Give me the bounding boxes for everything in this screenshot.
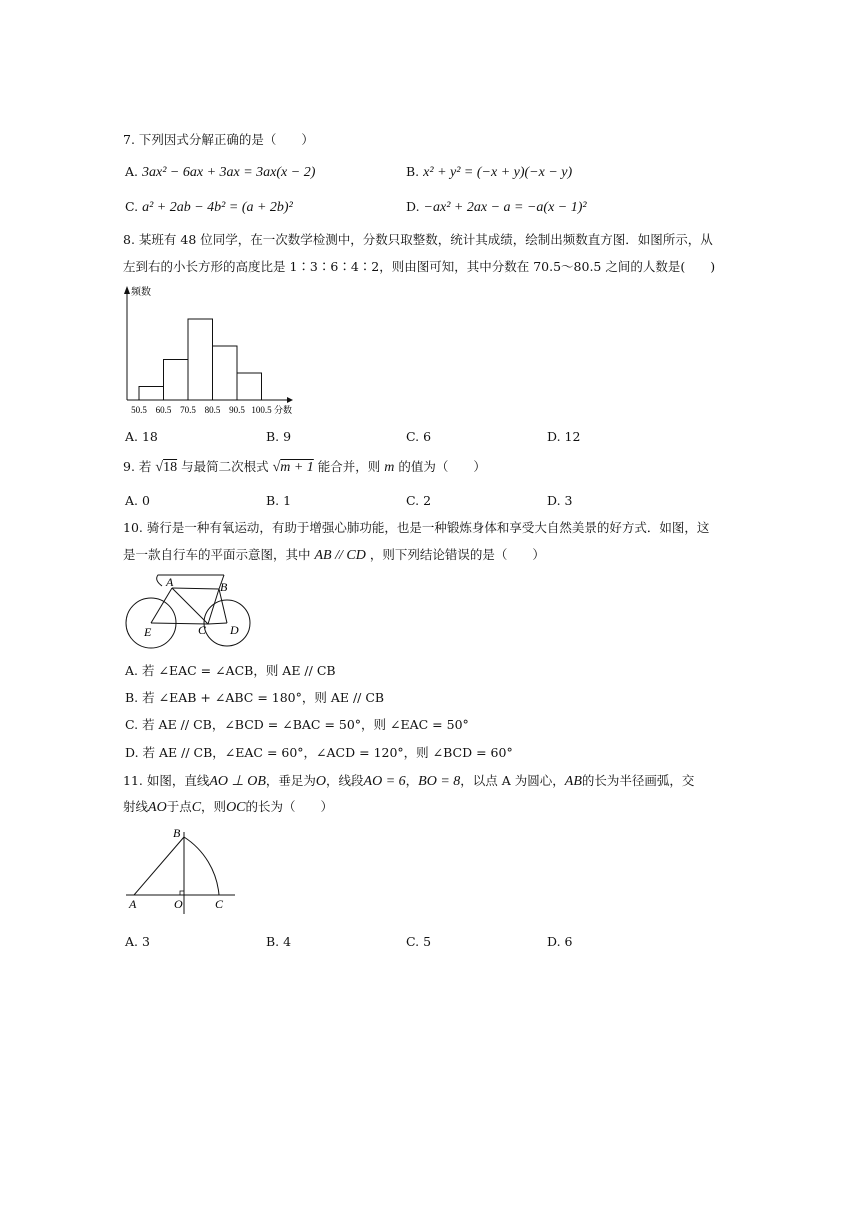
point-label-d: D bbox=[230, 623, 239, 637]
q11-text: 于点 bbox=[166, 799, 192, 814]
q11-text: ，则 bbox=[201, 799, 227, 814]
q10-option-c bbox=[125, 717, 469, 733]
segment-ac bbox=[172, 588, 208, 624]
option-text: 若 ∠EAB + ∠ABC = 180°，则 AE // CB bbox=[142, 690, 385, 705]
q9-option-b: B. 1 bbox=[266, 493, 292, 508]
q11-stem-line2 bbox=[123, 799, 333, 816]
point-label-a: A bbox=[129, 897, 137, 911]
point-label-b: B bbox=[173, 826, 181, 840]
option-label: C. bbox=[125, 199, 139, 214]
q9-option-c: C. 2 bbox=[406, 493, 432, 508]
q11-math: AO = 6 bbox=[363, 774, 406, 789]
q8-stem-line1: 8. 某班有 48 位同学，在一次数学检测中，分数只取整数，统计其成绩，绘制出频数直方图．如图所示，从 bbox=[123, 232, 713, 247]
point-label-o: O bbox=[174, 897, 183, 911]
q10-option-d bbox=[125, 745, 513, 761]
x-tick-label: 70.5 bbox=[180, 405, 196, 415]
histogram-bar-2 bbox=[164, 360, 189, 401]
q10-stem-line2 bbox=[123, 547, 545, 564]
segment-bc bbox=[208, 589, 219, 624]
q11-text: 的长为（ ） bbox=[245, 799, 334, 814]
q11-math: O bbox=[315, 774, 327, 789]
q11-text: ，垂足为 bbox=[265, 773, 316, 788]
x-tick-label: 50.5 bbox=[131, 405, 147, 415]
q9-stem-post: 能合并，则 bbox=[317, 459, 381, 474]
q11-text: 的长为半径画弧，交 bbox=[581, 773, 695, 788]
q11-math: AB bbox=[564, 774, 582, 789]
sqrt-radicand-2: m + 1 bbox=[280, 460, 314, 475]
option-text: −ax² + 2ax − a = −a(x − 1)² bbox=[423, 200, 587, 215]
y-axis-arrow-icon bbox=[124, 286, 130, 294]
q8-stem-line2: 左到右的小长方形的高度比是 1∶3∶6∶4∶2，则由图可知，其中分数在 70.5～80.5 之间的人数是( ) bbox=[123, 259, 716, 274]
q11-option-c: C. 5 bbox=[406, 934, 432, 949]
option-text: a² + 2ab − 4b² = (a + 2b)² bbox=[142, 200, 293, 215]
q11-option-a: A. 3 bbox=[125, 934, 150, 949]
sqrt-symbol: √ bbox=[155, 460, 164, 475]
point-label-a: A bbox=[166, 575, 174, 589]
option-label: A. bbox=[125, 663, 139, 678]
x-axis-label: 分数 bbox=[274, 405, 293, 415]
frequency-histogram bbox=[115, 282, 305, 422]
q7-option-a bbox=[125, 164, 315, 181]
point-label-e: E bbox=[144, 625, 152, 639]
option-text: 若 AE // CB，∠EAC = 60°，∠ACD = 120°，则 ∠BCD = 60° bbox=[142, 745, 513, 760]
q11-text: ， bbox=[405, 773, 419, 788]
arc-bc bbox=[184, 837, 219, 895]
option-text: 若 ∠EAC = ∠ACB，则 AE // CB bbox=[142, 663, 336, 678]
sqrt-radicand-1: 18 bbox=[163, 460, 178, 475]
q11-text: ，以点 A 为圆心， bbox=[460, 773, 565, 788]
q10-option-b bbox=[125, 690, 384, 706]
segment-cd bbox=[208, 623, 227, 624]
q7-option-b bbox=[406, 164, 572, 181]
q11-option-b: B. 4 bbox=[266, 934, 292, 949]
q7-option-c bbox=[125, 199, 293, 216]
q11-stem-line1 bbox=[123, 773, 694, 790]
x-tick-label: 90.5 bbox=[229, 405, 245, 415]
histogram-bar-4 bbox=[213, 346, 238, 400]
point-label-c: C bbox=[198, 623, 207, 637]
option-label: B. bbox=[125, 690, 139, 705]
point-label-c: C bbox=[215, 897, 224, 911]
q11-text: 射线 bbox=[123, 799, 149, 814]
x-tick-label: 80.5 bbox=[204, 405, 221, 415]
q11-text: 11. 如图，直线 bbox=[123, 773, 210, 788]
q11-math: C bbox=[191, 800, 202, 815]
q11-math: BO = 8 bbox=[418, 774, 461, 789]
bicycle-figure bbox=[120, 568, 260, 650]
q10-option-a bbox=[125, 663, 336, 679]
q8-option-c: C. 6 bbox=[406, 429, 432, 444]
fork bbox=[219, 589, 227, 623]
q7-stem: 7. 下列因式分解正确的是（ ） bbox=[123, 132, 314, 147]
option-label: D. bbox=[125, 745, 139, 760]
histogram-bar-1 bbox=[139, 387, 164, 401]
x-tick-label: 100.5 bbox=[251, 405, 272, 415]
q9-stem bbox=[123, 459, 486, 476]
point-label-b: B bbox=[220, 580, 228, 594]
option-text: 3ax² − 6ax + 3ax = 3ax(x − 2) bbox=[142, 165, 316, 180]
option-label: C. bbox=[125, 717, 139, 732]
q9-stem-pre: 9. 若 bbox=[123, 459, 152, 474]
q9-option-d: D. 3 bbox=[547, 493, 573, 508]
q8-option-d: D. 12 bbox=[547, 429, 581, 444]
q11-text: ，线段 bbox=[326, 773, 364, 788]
q10-stem-line2-math: AB // CD bbox=[314, 548, 366, 563]
q9-var: m bbox=[384, 460, 395, 475]
segment-ab bbox=[134, 837, 184, 895]
option-text: 若 AE // CB，∠BCD = ∠BAC = 50°，则 ∠EAC = 50° bbox=[142, 717, 469, 732]
q8-option-b: B. 9 bbox=[266, 429, 292, 444]
x-axis-arrow-icon bbox=[287, 397, 293, 403]
q10-stem-line1: 10. 骑行是一种有氧运动，有助于增强心肺功能，也是一种锻炼身体和享受大自然美景的好方式．如图，这 bbox=[123, 520, 710, 535]
segment-ab bbox=[172, 588, 219, 589]
geometry-figure bbox=[120, 822, 245, 914]
q8-option-a: A. 18 bbox=[125, 429, 158, 444]
q9-stem-mid: 与最简二次根式 bbox=[181, 459, 269, 474]
option-label: A. bbox=[125, 164, 139, 179]
histogram-bar-3 bbox=[188, 319, 213, 400]
q11-math: OC bbox=[226, 800, 246, 815]
y-axis-label: 频数 bbox=[131, 287, 151, 298]
q11-option-d: D. 6 bbox=[547, 934, 573, 949]
option-text: x² + y² = (−x + y)(−x − y) bbox=[423, 165, 573, 180]
x-tick-label: 60.5 bbox=[155, 405, 172, 415]
q11-math: AO ⊥ OB bbox=[209, 774, 266, 789]
q10-stem-line2-post: ，则下列结论错误的是（ ） bbox=[369, 547, 545, 562]
q11-math: AO bbox=[148, 800, 167, 815]
sqrt-symbol: √ bbox=[272, 460, 281, 475]
option-label: B. bbox=[406, 164, 420, 179]
histogram-bar-5 bbox=[237, 373, 262, 400]
right-angle-mark bbox=[180, 891, 184, 895]
q10-stem-line2-pre: 是一款自行车的平面示意图，其中 bbox=[123, 547, 311, 562]
q9-stem-end: 的值为（ ） bbox=[398, 459, 486, 474]
q9-option-a: A. 0 bbox=[125, 493, 150, 508]
q7-option-d bbox=[406, 199, 587, 216]
option-label: D. bbox=[406, 199, 420, 214]
